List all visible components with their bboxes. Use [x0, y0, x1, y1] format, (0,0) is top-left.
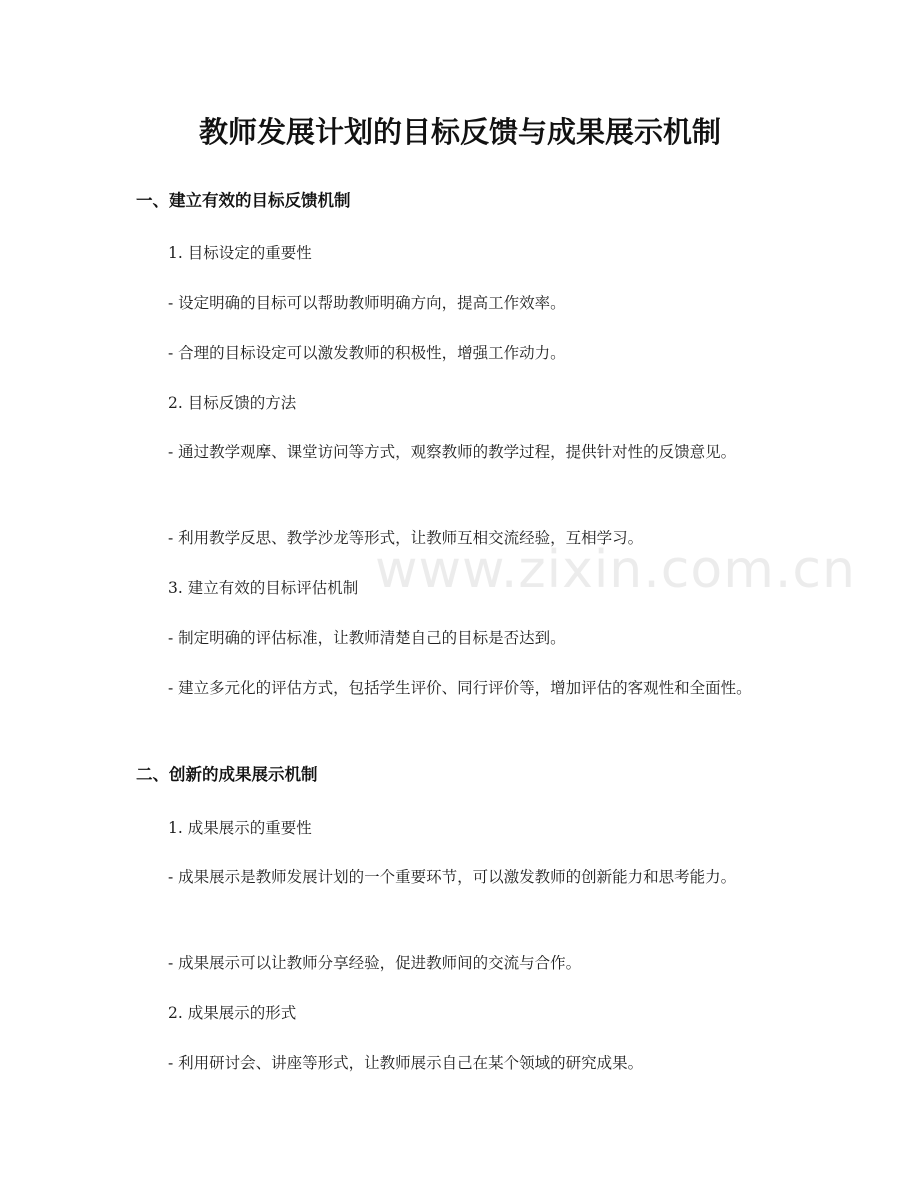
- subheading-target-importance: 1. 目标设定的重要性: [168, 244, 312, 262]
- paragraph: - 建立多元化的评估方式，包括学生评价、同行评价等，增加评估的客观性和全面性。: [168, 679, 752, 697]
- paragraph: - 成果展示可以让教师分享经验，促进教师间的交流与合作。: [168, 954, 582, 972]
- paragraph: - 利用研讨会、讲座等形式，让教师展示自己在某个领域的研究成果。: [168, 1054, 644, 1072]
- section-heading-2: 二、创新的成果展示机制: [136, 765, 318, 784]
- subheading-evaluation-mechanism: 3. 建立有效的目标评估机制: [168, 579, 359, 597]
- subheading-feedback-methods: 2. 目标反馈的方法: [168, 394, 297, 412]
- paragraph: - 合理的目标设定可以激发教师的积极性，增强工作动力。: [168, 344, 566, 362]
- subheading-showcase-importance: 1. 成果展示的重要性: [168, 819, 312, 837]
- subheading-showcase-forms: 2. 成果展示的形式: [168, 1004, 297, 1022]
- watermark: www.zixin.com.cn: [375, 540, 856, 600]
- paragraph: - 成果展示是教师发展计划的一个重要环节，可以激发教师的创新能力和思考能力。: [168, 868, 737, 886]
- paragraph: - 制定明确的评估标准，让教师清楚自己的目标是否达到。: [168, 629, 566, 647]
- section-heading-1: 一、建立有效的目标反馈机制: [136, 191, 351, 210]
- document-title: 教师发展计划的目标反馈与成果展示机制: [198, 115, 721, 149]
- paragraph: - 通过教学观摩、课堂访问等方式，观察教师的教学过程，提供针对性的反馈意见。: [168, 443, 737, 461]
- paragraph: - 利用教学反思、教学沙龙等形式，让教师互相交流经验，互相学习。: [168, 529, 644, 547]
- paragraph: - 设定明确的目标可以帮助教师明确方向，提高工作效率。: [168, 294, 566, 312]
